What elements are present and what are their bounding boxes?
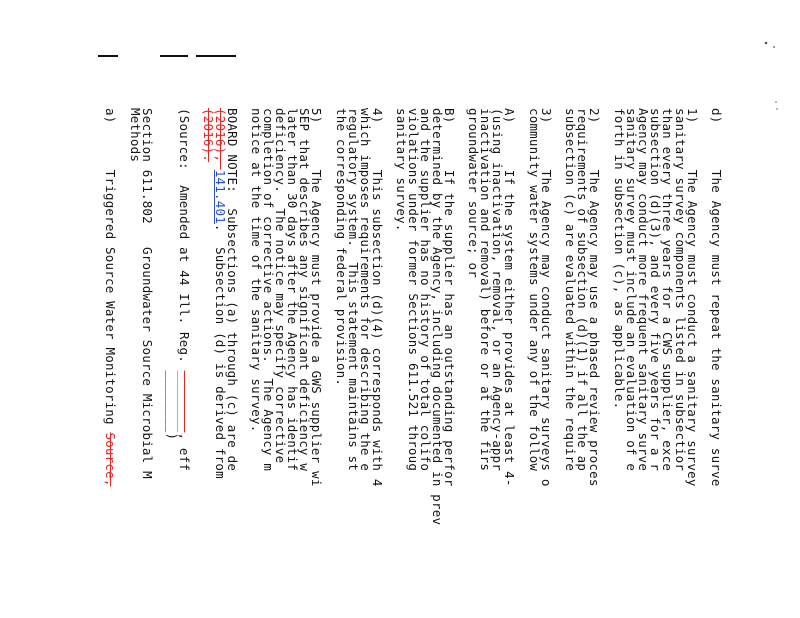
text-line xyxy=(528,108,541,471)
inserted-text: 141.401 xyxy=(213,169,228,224)
text-run: later than 30 days after the Agency has identif xyxy=(285,108,300,472)
text-line xyxy=(674,108,687,471)
text-run: BOARD NOTE: Subsections (a) through (c) are de xyxy=(225,108,240,472)
text-run: SEP that describes any significant deficiency w xyxy=(297,108,312,472)
struck-text: ________ xyxy=(177,370,192,433)
text-run: and the supplier has no history of total colifo xyxy=(418,108,433,472)
text-run: groundwater source; or xyxy=(466,108,481,278)
scan-speck-2 xyxy=(773,46,775,48)
text-run: notice at the time of the sanitary survey. xyxy=(249,108,264,433)
text-line xyxy=(141,108,154,479)
text-line xyxy=(467,108,480,278)
text-run: . Subsection (d) is derived from xyxy=(213,223,228,479)
text-run: subsection (c) are evaluated within the require xyxy=(563,108,578,472)
scan-speck-3 xyxy=(775,101,777,103)
text-run: deficiency. The notice may specify corrective xyxy=(273,108,288,464)
text-line xyxy=(104,108,117,487)
text-run: forth in subsection (c), as applicable. xyxy=(612,108,627,410)
text-run: determined by the Agency, including documented in prev xyxy=(430,108,445,526)
scan-speck-1 xyxy=(765,42,768,45)
text-run: 1) The Agency must conduct a sanitary survey xyxy=(685,108,700,487)
text-line xyxy=(710,108,723,487)
text-run: sanitary survey must include an evaluation of e xyxy=(624,108,639,472)
text-run: completion of corrective actions. The Agency m xyxy=(261,108,276,472)
text-run: requirements of subsection (d)(1) if all the ap xyxy=(575,108,590,472)
text-line xyxy=(129,108,142,162)
text-run: (using inactivation, removal, or an Agency-appr xyxy=(490,108,505,472)
text-run: sanitary survey. xyxy=(394,108,409,232)
text-run: Section 611.802 Groundwater Source Microbial M xyxy=(140,108,155,479)
struck-text: (2016). xyxy=(201,108,216,163)
text-line xyxy=(214,108,227,479)
text-line xyxy=(613,108,626,409)
text-run: sanitary survey components listed in subsectior xyxy=(673,108,688,472)
text-run: inactivation and removal) before or at the firs xyxy=(478,108,493,472)
text-line xyxy=(202,108,215,162)
struck-text: Source, xyxy=(103,432,118,487)
text-run: a) Triggered Source Water Monitoring xyxy=(103,108,118,433)
text-run: violations under former Sections 611.521 throug xyxy=(406,108,421,472)
text-run: A) If the system either provides at least 4- xyxy=(502,108,517,487)
text-line xyxy=(395,108,408,232)
text-run: 2) The Agency may use a phased review proces xyxy=(587,108,602,487)
text-line xyxy=(335,108,348,386)
text-run: Methods xyxy=(128,108,143,163)
text-run: B) If the supplier has an outstanding perfor xyxy=(442,108,457,487)
text-run: Agency may conduct more frequent sanitary surve xyxy=(636,108,651,472)
text-run: community water systems under any of the follow xyxy=(527,108,542,472)
text-run: the corresponding federal provision. xyxy=(334,108,349,387)
text-line xyxy=(250,108,263,432)
text-run: than every three years for a CWS supplier, exce xyxy=(660,108,675,472)
scan-speck-4 xyxy=(776,108,778,110)
text-run: subsection (d)(3), and every five years for a r xyxy=(648,108,663,472)
text-line xyxy=(166,108,179,440)
text-line xyxy=(564,108,577,471)
text-run: 4) This subsection (d)(4) corresponds with 4 xyxy=(370,108,385,487)
struck-text: (2016), xyxy=(213,108,228,170)
text-run: 5) The Agency must provide a GWS supplier wi xyxy=(309,108,324,487)
text-run: d) The Agency must repeat the sanitary surve xyxy=(709,108,724,487)
text-run: regulatory system. This statement maintains st xyxy=(346,108,361,472)
text-run: 3) The Agency may conduct sanitary surveys o xyxy=(539,108,554,487)
text-run: which imposes requirements for describing the e xyxy=(358,108,373,472)
text-run: (Source: Amended at 44 Ill. Reg. xyxy=(177,108,192,371)
text-run: ________) xyxy=(165,108,180,441)
text-run: , eff xyxy=(177,432,192,472)
